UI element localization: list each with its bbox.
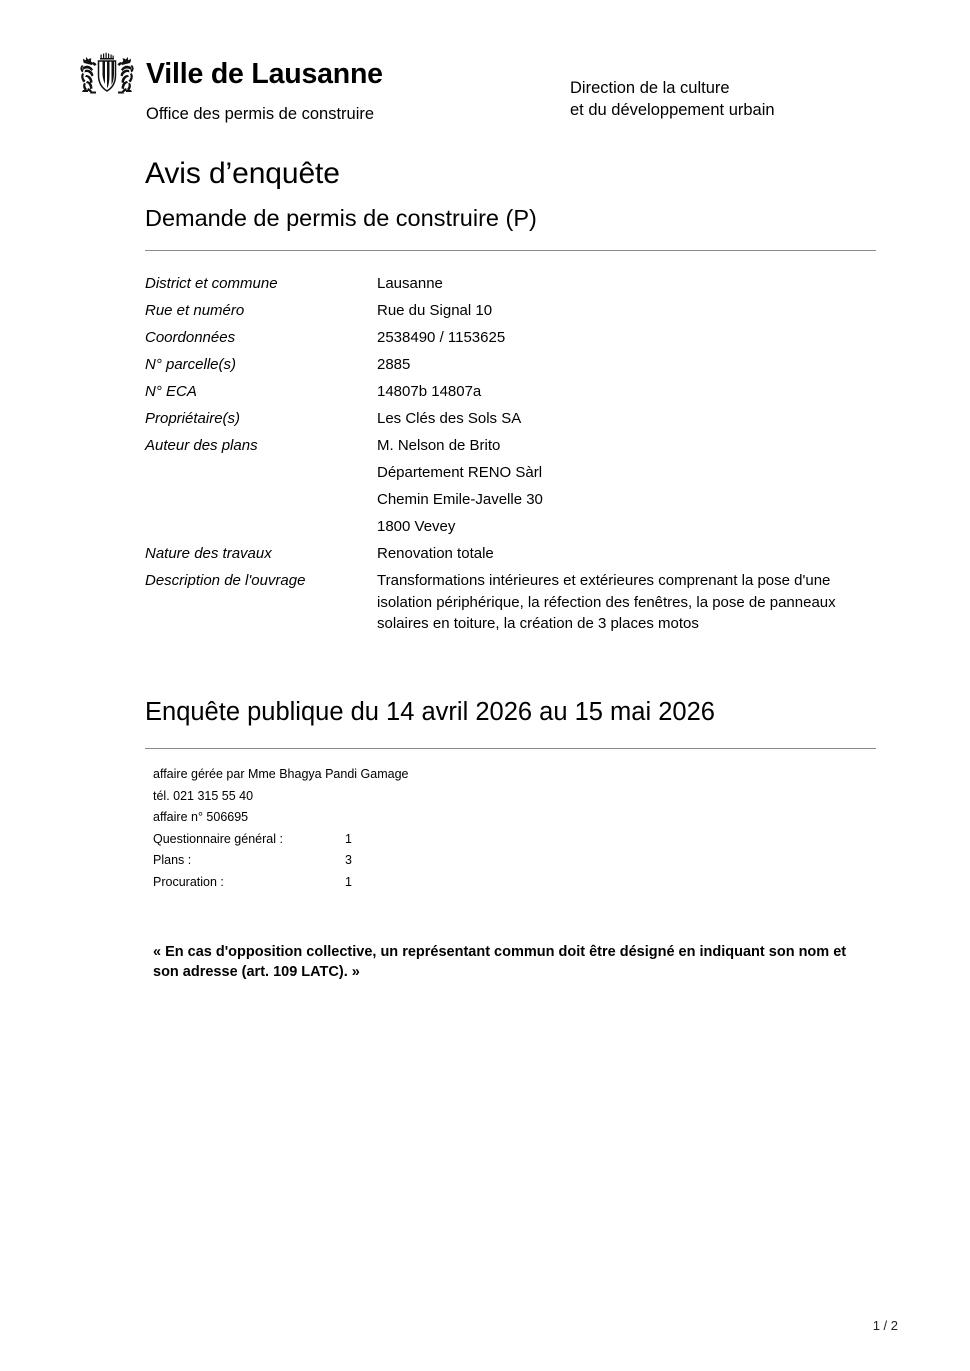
department-line-2: et du développement urbain [570, 100, 775, 119]
detail-value: Département RENO Sàrl [377, 464, 543, 481]
brand-title: Ville de Lausanne [146, 57, 383, 90]
case-phone: tél. 021 315 55 40 [153, 788, 254, 803]
detail-label: District et commune [145, 275, 278, 292]
detail-row [145, 459, 885, 486]
document-count-value: 1 [345, 831, 352, 846]
page-title: Avis d’enquête [145, 157, 340, 190]
page-subtitle: Demande de permis de construire (P) [145, 205, 537, 231]
detail-row [145, 270, 885, 297]
document-count-row [153, 829, 573, 851]
department-line-1: Direction de la culture [570, 79, 730, 97]
detail-row [145, 513, 885, 540]
case-info-block [153, 764, 573, 894]
detail-label: Rue et numéro [145, 302, 245, 319]
document-count-row [153, 872, 573, 894]
detail-value: M. Nelson de Brito [377, 437, 501, 454]
document-counts [153, 829, 573, 894]
document-count-label: Procuration : [153, 874, 224, 889]
detail-row [145, 486, 885, 513]
detail-value: 14807b 14807a [377, 383, 482, 400]
divider-top [145, 250, 876, 251]
brand-block [78, 52, 383, 124]
detail-label: Auteur des plans [145, 437, 258, 454]
detail-row [145, 432, 885, 459]
detail-value: Rue du Signal 10 [377, 302, 493, 319]
detail-row [145, 405, 885, 432]
divider-middle [145, 748, 876, 749]
page-header [0, 52, 970, 142]
detail-label: N° ECA [145, 383, 197, 400]
legal-notice: « En cas d'opposition collective, un représentant commun doit être désigné en indiquant son nom et son adresse (art. 109 LATC). » [153, 944, 847, 980]
document-count-label: Questionnaire général : [153, 831, 283, 846]
detail-row [145, 540, 885, 567]
enquete-heading: Enquête publique du 14 avril 2026 au 15 mai 2026 [145, 698, 715, 726]
detail-value: Chemin Emile-Javelle 30 [377, 491, 543, 508]
detail-label: N° parcelle(s) [145, 356, 237, 373]
details-table [145, 270, 885, 635]
document-count-value: 1 [345, 874, 352, 889]
page-indicator: 1 / 2 [872, 1318, 898, 1333]
detail-row [145, 297, 885, 324]
detail-label: Propriétaire(s) [145, 410, 241, 427]
detail-value: Lausanne [377, 275, 443, 292]
detail-label: Nature des travaux [145, 545, 272, 562]
detail-value: Renovation totale [377, 545, 494, 562]
detail-row [145, 378, 885, 405]
detail-value: 2885 [377, 356, 411, 373]
detail-value: 1800 Vevey [377, 518, 456, 535]
brand-subtitle: Office des permis de construire [146, 105, 375, 123]
case-number: affaire n° 506695 [153, 810, 249, 825]
document-count-value: 3 [345, 853, 352, 868]
detail-value: 2538490 / 1153625 [377, 329, 506, 346]
detail-row [145, 567, 885, 635]
detail-label: Coordonnées [145, 329, 236, 346]
document-count-label: Plans : [153, 853, 192, 868]
brand-row [78, 52, 383, 96]
document-count-row [153, 850, 573, 872]
lausanne-coat-of-arms-icon [78, 52, 136, 96]
detail-row [145, 324, 885, 351]
department-block [570, 78, 775, 122]
detail-value: Les Clés des Sols SA [377, 410, 522, 427]
case-manager: affaire gérée par Mme Bhagya Pandi Gamage [153, 767, 409, 781]
detail-row [145, 351, 885, 378]
detail-value: Transformations intérieures et extérieures comprenant la pose d'une isolation périphérique, la réfection des fenêtres, la pose de panneaux solaires en toiture, la création de 3 places motos [377, 572, 836, 632]
detail-label: Description de l'ouvrage [145, 572, 306, 589]
